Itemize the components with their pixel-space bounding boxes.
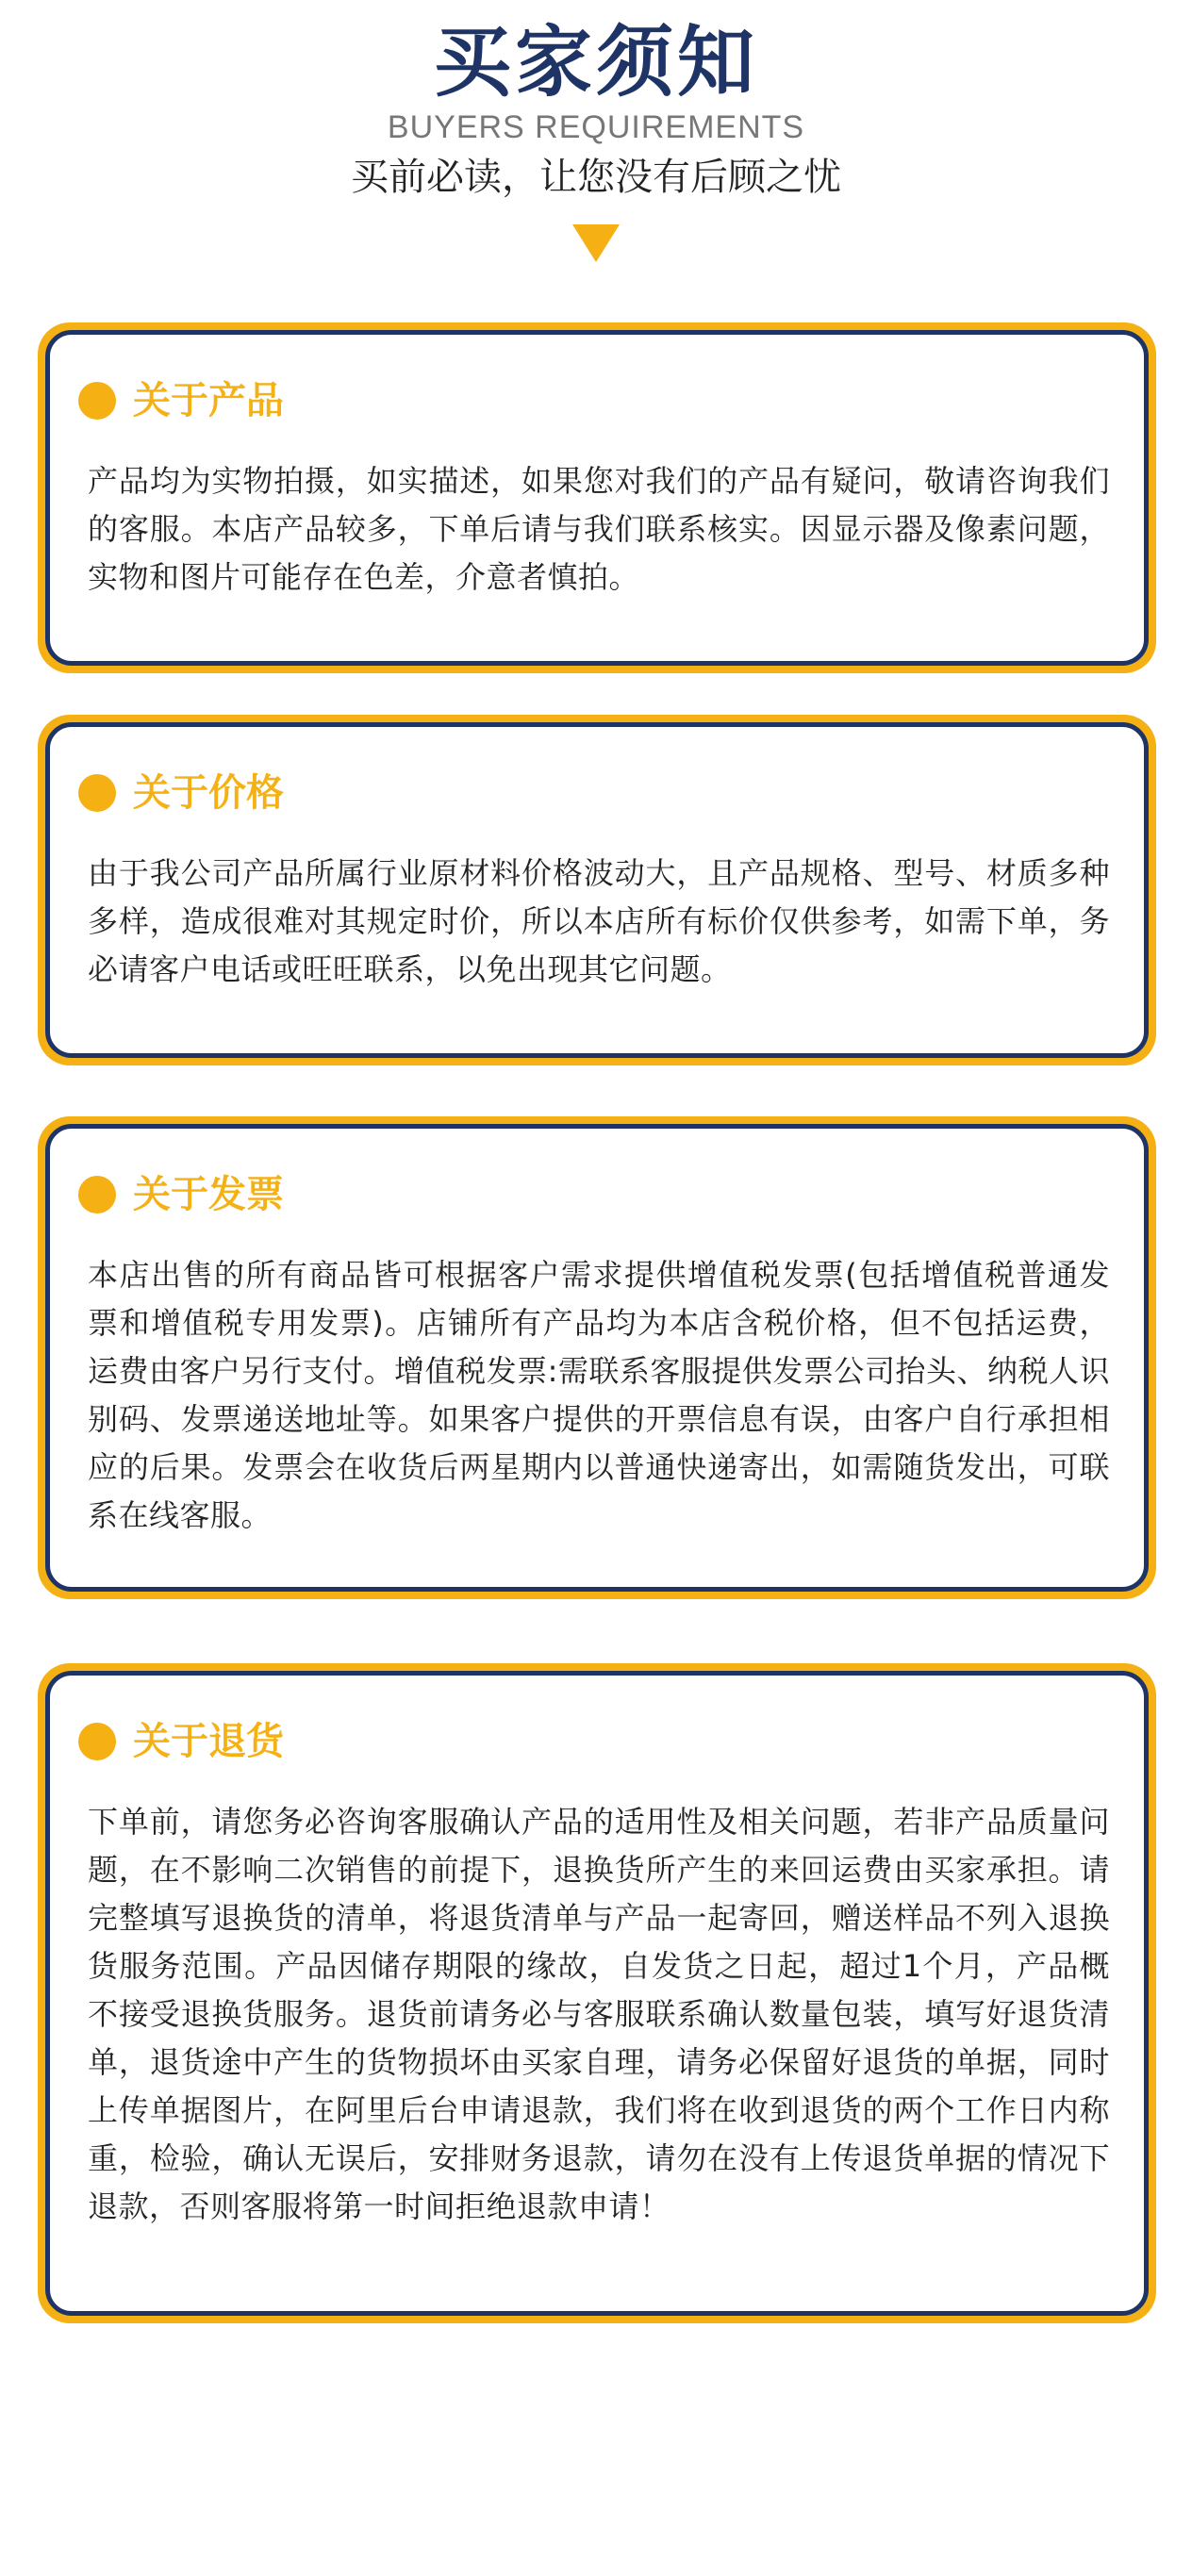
section-body: 下单前，请您务必咨询客服确认产品的适用性及相关问题，若非产品质量问题，在不影响二次销售的前提下，退换货所产生的来回运费由买家承担。请完整填写退换货的清单，将退货清单与产品一起寄回，赠送样品不列入退换货服务范围。产品因储存期限的缘故，自发货之日起，超过1个月，产品概不接受退换货服务。退货前请务必与客服联系确认数量包装，填写好退货清单，退货途中产生的货物损坏由买家自理，请务必保留好退货的单据，同时上传单据图片，在阿里后台申请退款，我们将在收到退货的两个工作日内称重，检验，确认无误后，安排财务退款，请勿在没有上传退货单据的情况下退款，否则客服将第一时间拒绝退款申请！	[88, 1804, 1110, 2224]
section-heading	[78, 372, 284, 429]
section-card-product	[38, 322, 1156, 673]
section-heading	[78, 765, 284, 821]
section-card-inner	[45, 1671, 1149, 2316]
down-triangle-icon	[572, 224, 620, 262]
section-card-returns	[38, 1663, 1156, 2323]
bullet-dot-icon	[78, 1176, 116, 1214]
section-title: 关于产品	[133, 379, 284, 422]
section-card-inner	[45, 330, 1149, 666]
page-tagline: 买前必读，让您没有后顾之忧	[351, 156, 841, 199]
section-card-inner	[45, 1124, 1149, 1592]
section-card-price	[38, 715, 1156, 1065]
section-title: 关于价格	[133, 771, 284, 815]
section-card-invoice	[38, 1116, 1156, 1599]
section-title: 关于退货	[133, 1720, 284, 1763]
page-subtitle: BUYERS REQUIREMENTS	[387, 109, 805, 145]
section-body: 本店出售的所有商品皆可根据客户需求提供增值税发票(包括增值税普通发票和增值税专用发票)。店铺所有产品均为本店含税价格，但不包括运费，运费由客户另行支付。增值税发票:需联系客服提供发票公司抬头、纳税人识别码、发票递送地址等。如果客户提供的开票信息有误，由客户自行承担相应的后果。发票会在收货后两星期内以普通快递寄出，如需随货发出，可联系在线客服。	[88, 1257, 1110, 1533]
section-heading	[78, 1713, 284, 1770]
section-heading	[78, 1166, 284, 1223]
bullet-dot-icon	[78, 382, 116, 420]
section-body: 产品均为实物拍摄，如实描述，如果您对我们的产品有疑问，敬请咨询我们的客服。本店产品较多，下单后请与我们联系核实。因显示器及像素问题，实物和图片可能存在色差，介意者慎拍。	[88, 463, 1110, 595]
bullet-dot-icon	[78, 1723, 116, 1760]
section-title: 关于发票	[133, 1173, 284, 1216]
section-body: 由于我公司产品所属行业原材料价格波动大，且产品规格、型号、材质多种多样，造成很难对其规定时价，所以本店所有标价仅供参考，如需下单，务必请客户电话或旺旺联系，以免出现其它问题。	[88, 855, 1110, 987]
section-card-inner	[45, 722, 1149, 1058]
page-title: 买家须知	[433, 18, 758, 107]
bullet-dot-icon	[78, 774, 116, 812]
